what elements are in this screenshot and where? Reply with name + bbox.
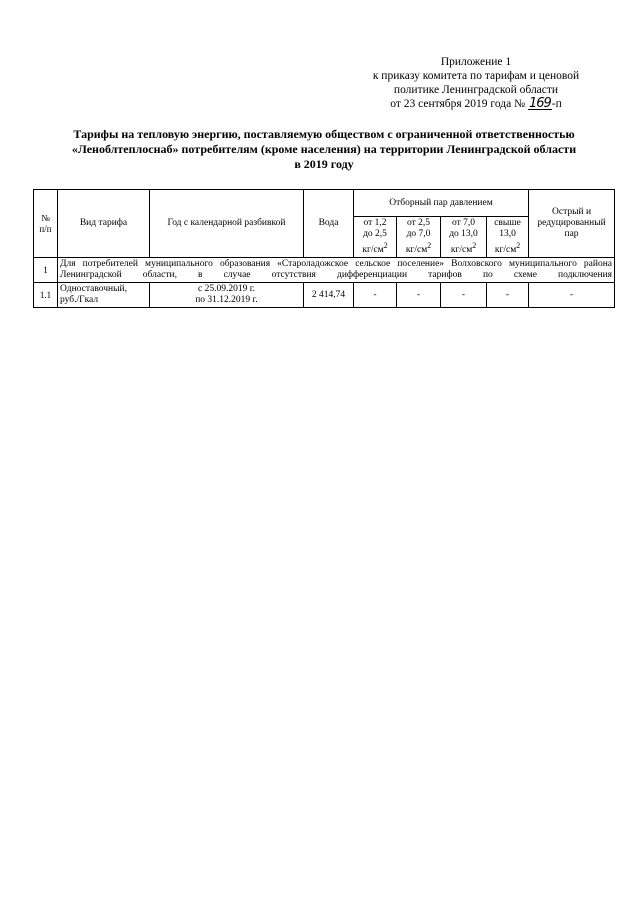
appendix-title: Приложение 1 xyxy=(440,56,512,68)
title-line-2: «Леноблтеплоснаб» потребителям (кроме населения) на территории Ленинградской области xyxy=(71,142,577,156)
tariff-table xyxy=(33,189,615,308)
section-description: Для потребителей муниципального образования «Староладожское сельское поселение» Волховского муниципального района Ленинградской области, в случае отсутствия дифференциации тарифов по схеме подключения xyxy=(58,258,615,283)
row-sharp-steam-value: - xyxy=(529,283,615,308)
table-row xyxy=(34,283,615,308)
title-line-3: в 2019 году xyxy=(294,157,354,171)
header-pressure-2: от 2,5 до 7,0 $кг/см^2$ xyxy=(397,217,441,258)
header-steam-group: Отборный пар давлением xyxy=(354,190,529,217)
appendix-order-date xyxy=(340,97,612,111)
row-water-value: 2 414,74 xyxy=(304,283,354,308)
row-pressure-2-value: - xyxy=(397,283,441,308)
row-pressure-1-value: - xyxy=(354,283,397,308)
table-header-row-1 xyxy=(34,190,615,217)
header-tariff-type: Вид тарифа xyxy=(58,190,150,258)
section-num: 1 xyxy=(34,258,58,283)
title-line-1: Тарифы на тепловую энергию, поставляемую обществом с ограниченной ответственностью xyxy=(73,127,575,141)
order-number-handwritten: 169 xyxy=(528,96,551,111)
row-pressure-3-value: - xyxy=(441,283,487,308)
row-period: с 25.09.2019 г. по 31.12.2019 г. xyxy=(150,283,304,308)
row-pressure-4-value: - xyxy=(487,283,529,308)
section-row xyxy=(34,258,615,283)
appendix-committee: политике Ленинградской области xyxy=(393,84,559,96)
order-date-text: от 23 сентября 2019 года № xyxy=(390,98,526,110)
order-suffix: -п xyxy=(551,98,562,110)
header-pressure-1: от 1,2 до 2,5 $кг/см^2$ xyxy=(354,217,397,258)
row-num: 1.1 xyxy=(34,283,58,308)
header-sharp-steam: Острый и редуцированный пар xyxy=(529,190,615,258)
header-num: № п/п xyxy=(34,190,58,258)
appendix-order-ref: к приказу комитета по тарифам и ценовой xyxy=(372,70,580,82)
document-title xyxy=(34,127,614,172)
header-year: Год с календарной разбивкой xyxy=(150,190,304,258)
header-pressure-3: от 7,0 до 13,0 $кг/см^2$ xyxy=(441,217,487,258)
appendix-header xyxy=(340,55,612,111)
header-pressure-4: свыше 13,0 $кг/см^2$ xyxy=(487,217,529,258)
row-tariff-type: Одноставочный, руб./Гкал xyxy=(58,283,150,308)
header-water: Вода xyxy=(304,190,354,258)
